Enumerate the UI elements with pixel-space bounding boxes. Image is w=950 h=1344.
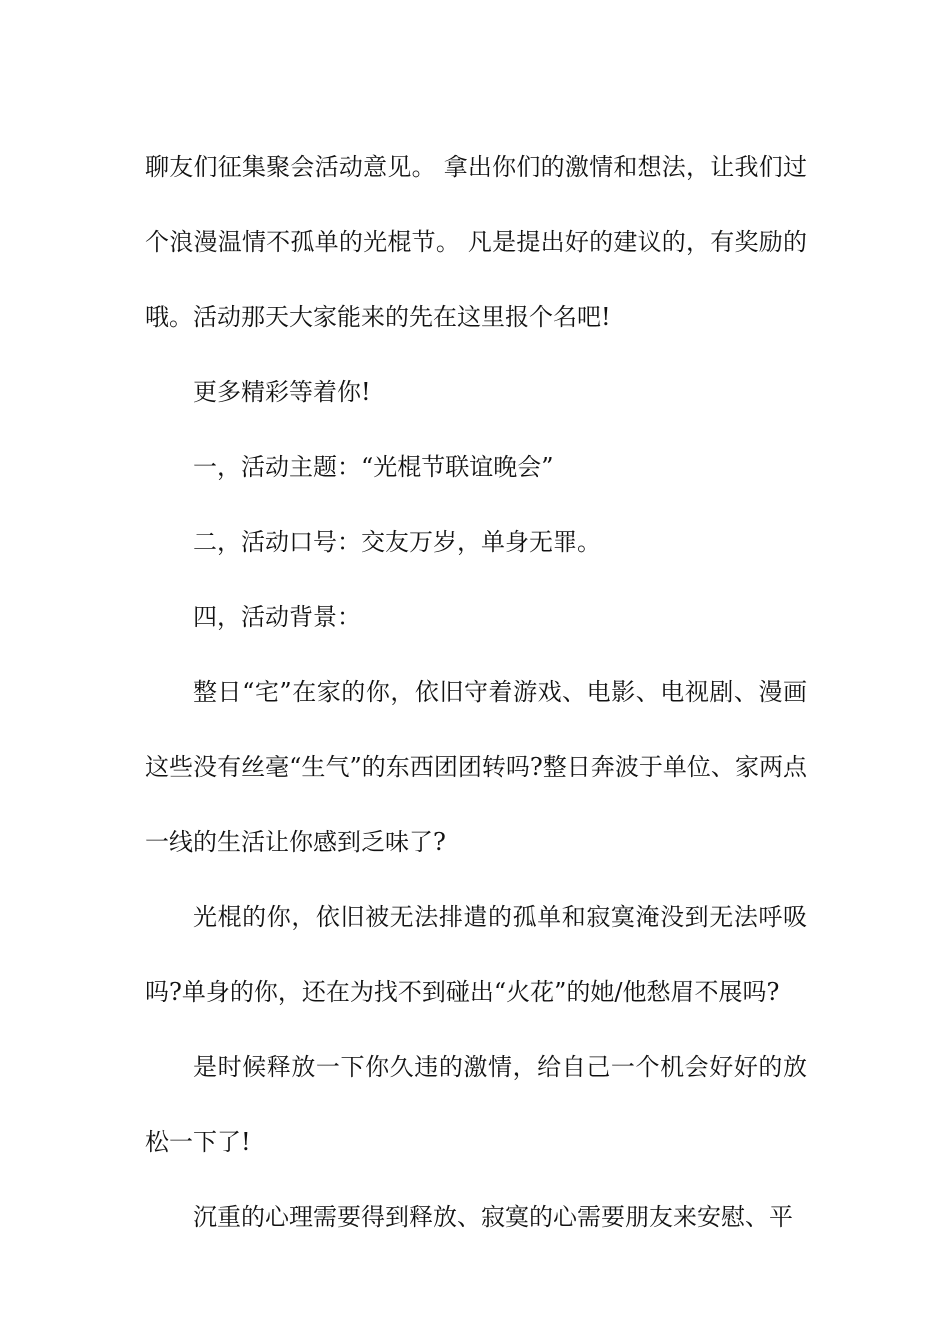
paragraph-slogan: 二，活动口号：交友万岁，单身无罪。 xyxy=(193,528,601,556)
paragraph-more: 更多精彩等着你! xyxy=(193,378,371,406)
paragraph-background-4: 沉重的心理需要得到释放、寂寞的心需要朋友来安慰、平 xyxy=(193,1203,793,1231)
paragraph-background-1: 整日“宅”在家的你，依旧守着游戏、电影、电视剧、漫画这些没有丝毫“生气”的东西团团转吗?整日奔波于单位、家两点一线的生活让你感到乏味了? xyxy=(145,678,807,856)
document-body xyxy=(145,130,807,1255)
paragraph-background-heading: 四，活动背景： xyxy=(193,603,361,631)
paragraph-intro: 聊友们征集聚会活动意见。 拿出你们的激情和想法，让我们过个浪漫温情不孤单的光棍节。 凡是提出好的建议的，有奖励的哦。活动那天大家能来的先在这里报个名吧! xyxy=(145,153,807,331)
paragraph-theme: 一，活动主题：“光棍节联谊晚会” xyxy=(193,453,554,481)
paragraph-background-3: 是时候释放一下你久违的激情，给自己一个机会好好的放松一下了! xyxy=(145,1053,807,1156)
paragraph-background-2: 光棍的你，依旧被无法排遣的孤单和寂寞淹没到无法呼吸吗?单身的你，还在为找不到碰出“火花”的她/他愁眉不展吗? xyxy=(145,903,807,1006)
